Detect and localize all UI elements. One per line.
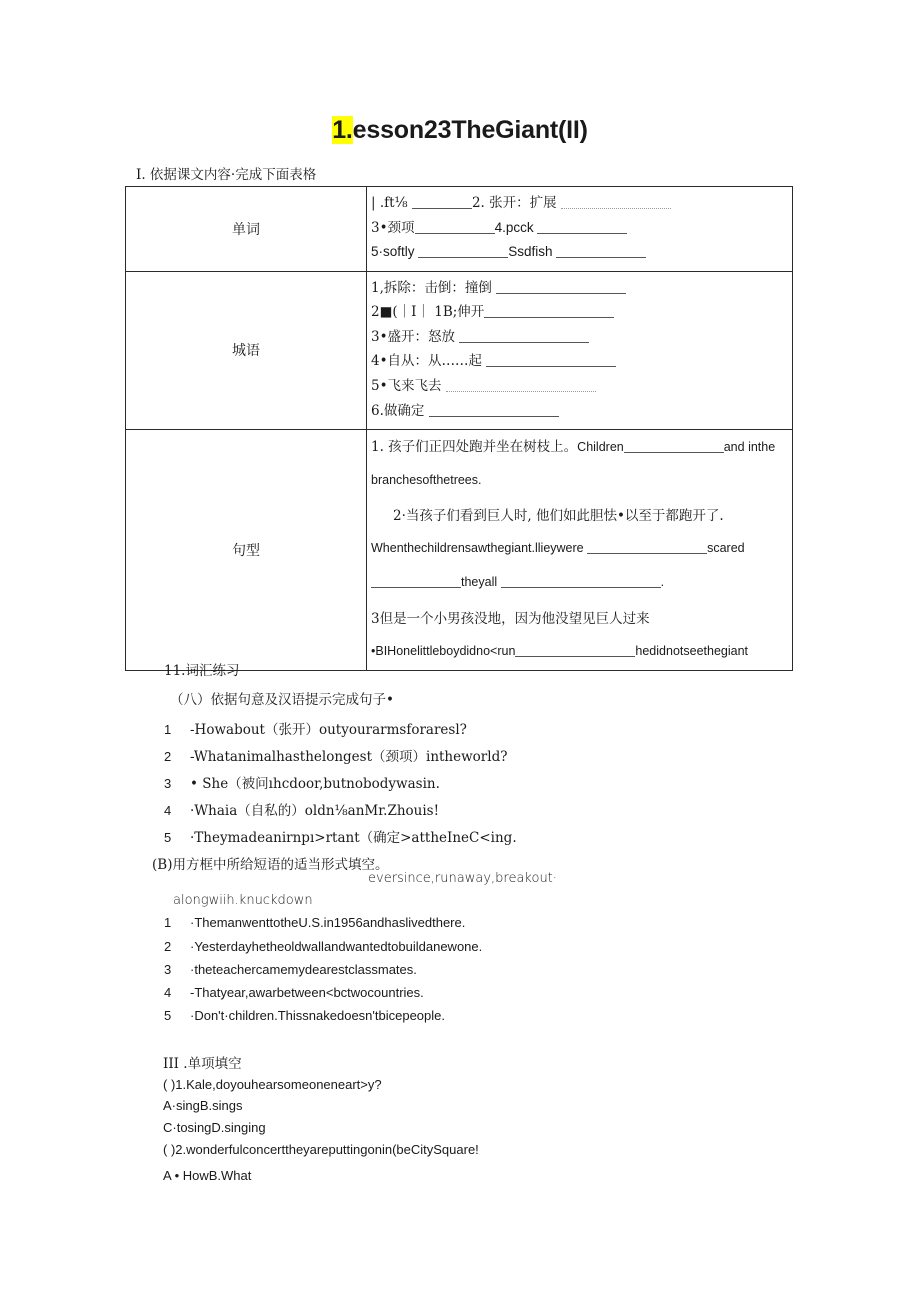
phrase-box-line-2: alongwiih.knuckdown — [173, 893, 313, 908]
section-2-heading: 11.词汇练习 — [164, 663, 240, 679]
phrase-text: 2■(｜I｜ 1B;伸开 — [371, 304, 485, 321]
sentence-en: •BIHonelittleboydidno<run — [371, 644, 516, 658]
table-row-label-sentences: 句型 — [126, 430, 367, 671]
item-number: 2 — [164, 749, 172, 764]
section-3-heading: III .单项填空 — [163, 1056, 242, 1072]
sentence-1 — [371, 434, 786, 493]
question-b-5 — [164, 1008, 445, 1023]
item-number: 5 — [164, 1008, 172, 1023]
item-text: ·Don't·children.Thissnakedoesn'tbicepeople. — [190, 1008, 445, 1023]
word-line-1 — [371, 191, 786, 216]
sentence-cn: 3但是一个小男孩没地，因为他没望见巨人过来 — [371, 610, 650, 627]
sentence-en: Children — [577, 440, 624, 455]
content-table — [125, 186, 793, 671]
word-text: 2. 张开：扩展 — [471, 195, 561, 211]
fill-blank[interactable] — [415, 220, 495, 234]
mcq-1-stem: ( )1.Kale,doyouhearsomeoneneart>y? — [163, 1077, 382, 1092]
item-text: -Whatanimalhasthelongest（颈项）intheworld? — [190, 749, 508, 765]
fill-blank[interactable] — [587, 540, 707, 554]
sentence-en: . — [660, 575, 665, 590]
fill-blank[interactable] — [501, 575, 661, 589]
sentence-cn: 2·当孩子们看到巨人时, 他们如此胆怯•以至于都跑开了. — [393, 507, 724, 524]
item-number: 5 — [164, 830, 172, 845]
question-b-4 — [164, 985, 424, 1000]
fill-blank[interactable] — [371, 575, 461, 589]
sentence-2 — [371, 503, 786, 596]
word-text: Ssdfish — [508, 244, 557, 260]
item-text: ·Theymadeanirnpı>rtant（确定>attheIneC<ing. — [190, 830, 517, 846]
phrase-text: 5•飞来飞去 — [371, 377, 446, 394]
mcq-2-stem: ( )2.wonderfulconcerttheyareputtingonin(beCitySquare! — [163, 1142, 479, 1157]
sentence-en-wrap: branchesofthetrees. — [371, 473, 482, 488]
sentence-en: theyall — [461, 575, 501, 590]
title-highlight: 1. — [332, 116, 353, 144]
item-number: 3 — [164, 962, 172, 977]
question-a-5 — [164, 826, 517, 846]
word-text: | .ft⅛ — [371, 195, 412, 211]
table-cell-sentences — [367, 430, 793, 671]
sentence-cn: 1. 孩子们正四处跑并坐在树枝上。 — [371, 439, 578, 456]
table-row — [126, 271, 793, 429]
phrase-box-line-1: eversince,runaway,breakout· — [368, 871, 557, 886]
sentence-en: hedidnotseethegiant — [635, 644, 749, 658]
item-number: 4 — [164, 985, 172, 1000]
fill-blank[interactable] — [412, 195, 472, 209]
word-line-2 — [371, 216, 786, 241]
question-b-2 — [164, 939, 482, 954]
section-1-heading: I. 依据课文内容·完成下面表格 — [136, 167, 317, 183]
word-text: 3•颈项 — [371, 219, 415, 236]
phrase-line-2 — [371, 300, 786, 325]
item-number: 2 — [164, 939, 172, 954]
question-b-3 — [164, 962, 417, 977]
phrase-line-4 — [371, 349, 786, 374]
phrase-line-3 — [371, 325, 786, 350]
item-text: ·Yesterdayhetheoldwallandwantedtobuildanewone. — [190, 939, 483, 954]
item-number: 4 — [164, 803, 172, 818]
fill-blank[interactable] — [561, 195, 671, 209]
fill-blank[interactable] — [515, 643, 635, 657]
sentence-en: scared — [707, 541, 745, 556]
phrase-text: 1,拆除：击倒：撞倒 — [371, 279, 497, 296]
question-b-1 — [164, 915, 465, 930]
fill-blank[interactable] — [624, 439, 724, 453]
fill-blank[interactable] — [459, 329, 589, 343]
question-a-3 — [164, 772, 440, 792]
mcq-1-options-ab[interactable]: A·singB.sings — [163, 1098, 243, 1113]
fill-blank[interactable] — [446, 378, 596, 392]
phrase-line-6 — [371, 399, 786, 424]
item-number: 1 — [164, 915, 172, 930]
question-a-2 — [164, 745, 507, 765]
fill-blank[interactable] — [484, 304, 614, 318]
item-number: 1 — [164, 722, 172, 737]
fill-blank[interactable] — [486, 354, 616, 368]
item-number: 3 — [164, 776, 172, 791]
sentence-en-line1 — [371, 535, 786, 561]
word-text: 4.pcck — [494, 219, 538, 235]
item-text: -Thatyear,awarbetween<bctwocountries. — [190, 985, 424, 1000]
section-2-sub-b: (B)用方框中所给短语的适当形式填空。 — [152, 857, 389, 873]
sentence-3 — [371, 606, 786, 665]
table-row — [126, 187, 793, 272]
page-title — [0, 116, 920, 145]
item-text: ·theteachercamemydearestclassmates. — [190, 962, 417, 977]
item-text: ·ThemanwenttotheU.S.in1956andhaslivedthere. — [190, 915, 466, 930]
title-rest: esson23TheGiant(II) — [352, 116, 588, 144]
section-2-sub-a: （八）依据句意及汉语提示完成句子• — [170, 692, 394, 708]
table-row-label-words: 单词 — [126, 187, 367, 272]
phrase-text: 4•自从：从……起 — [371, 353, 487, 370]
sentence-en: Whenthechildrensawthegiant.llieywere — [371, 541, 588, 556]
phrase-line-5 — [371, 374, 786, 399]
phrase-text: 3•盛开：怒放 — [371, 328, 460, 345]
item-text: ·Whaia（自私的）oldn⅛anMr.Zhouis! — [190, 803, 440, 819]
word-text: 5·softly — [371, 244, 419, 260]
mcq-2-options-ab[interactable]: A • HowB.What — [163, 1168, 252, 1183]
phrase-text: 6.做确定 — [371, 402, 429, 419]
sentence-en-line2 — [371, 569, 786, 595]
table-cell-phrases — [367, 271, 793, 429]
mcq-1-options-cd[interactable]: C·tosingD.singing — [163, 1120, 266, 1135]
fill-blank[interactable] — [496, 280, 626, 294]
item-text: -Howabout（张开）outyourarmsforaresl? — [190, 722, 467, 738]
question-a-4 — [164, 799, 439, 819]
sentence-en-line — [371, 638, 786, 664]
phrase-line-1 — [371, 276, 786, 301]
question-a-1 — [164, 718, 467, 738]
word-line-3 — [371, 240, 786, 265]
fill-blank[interactable] — [418, 244, 508, 258]
table-row-label-phrases: 城语 — [126, 271, 367, 429]
table-cell-words — [367, 187, 793, 272]
sentence-en: and inthe — [723, 440, 776, 455]
fill-blank[interactable] — [429, 403, 559, 417]
item-text: • She（被问ıhcdoor,butnobodywasin. — [190, 776, 440, 792]
fill-blank[interactable] — [556, 244, 646, 258]
fill-blank[interactable] — [537, 220, 627, 234]
table-row — [126, 430, 793, 671]
